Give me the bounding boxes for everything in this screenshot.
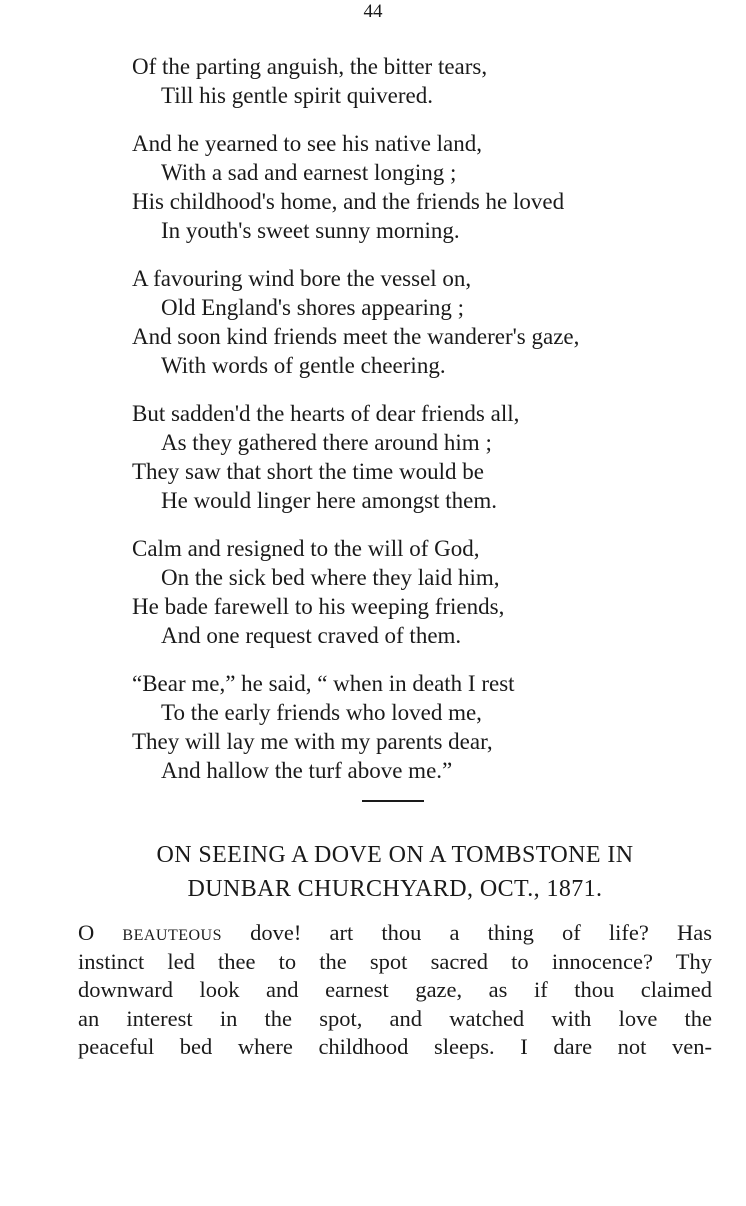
poem-line: They will lay me with my parents dear, — [132, 729, 493, 754]
page-number: 44 — [363, 1, 383, 22]
poem-line: But sadden'd the hearts of dear friends all, — [132, 401, 520, 426]
prose-line: instinct led thee to the spot sacred to innocence? Thy — [78, 948, 712, 974]
section-heading-line-1: ON SEEING A DOVE ON A TOMBSTONE IN — [156, 842, 634, 868]
poem-line: He would linger here amongst them. — [161, 488, 497, 513]
prose-paragraph — [78, 919, 712, 1062]
poem-line: As they gathered there around him ; — [161, 430, 492, 455]
poem-line: His childhood's home, and the friends he loved — [132, 189, 565, 214]
section-heading-line-2: DUNBAR CHURCHYARD, OCT., 1871. — [187, 876, 603, 902]
poem-line: A favouring wind bore the vessel on, — [132, 266, 472, 291]
poem-line: And hallow the turf above me.” — [161, 758, 453, 783]
poem-stanza-3 — [132, 264, 692, 380]
poem-line: To the early friends who loved me, — [161, 700, 482, 725]
poem-stanza-6 — [132, 669, 692, 785]
poem — [132, 52, 692, 804]
poem-line: In youth's sweet sunny morning. — [161, 218, 460, 243]
poem-line: Till his gentle spirit quivered. — [161, 83, 433, 108]
poem-line: He bade farewell to his weeping friends, — [132, 594, 505, 619]
poem-stanza-1 — [132, 52, 692, 110]
poem-line: And he yearned to see his native land, — [132, 131, 482, 156]
prose-line: peaceful bed where childhood sleeps. I dare not ven- — [78, 1034, 712, 1059]
poem-line: With a sad and earnest longing ; — [161, 160, 457, 185]
poem-line: “Bear me,” he said, “ when in death I rest — [132, 671, 515, 696]
poem-line: And one request craved of them. — [161, 623, 462, 648]
prose-line: downward look and earnest gaze, as if thou claimed — [78, 977, 712, 1002]
prose-line: an interest in the spot, and watched with love the — [78, 1005, 712, 1031]
poem-stanza-2 — [132, 129, 692, 245]
poem-line: Old England's shores appearing ; — [161, 295, 465, 320]
poem-line: Of the parting anguish, the bitter tears, — [132, 54, 488, 79]
prose-opening-smallcaps: beauteous — [122, 920, 222, 945]
poem-line: And soon kind friends meet the wanderer's gaze, — [132, 324, 580, 349]
prose-opening-word: O — [78, 920, 95, 945]
prose-line-1-rest: dove! art thou a thing of life? Has — [250, 920, 713, 945]
poem-line: They saw that short the time would be — [132, 459, 484, 484]
section-divider — [362, 800, 424, 802]
poem-line: With words of gentle cheering. — [161, 353, 446, 378]
poem-line: On the sick bed where they laid him, — [161, 565, 500, 590]
section-heading — [60, 838, 730, 906]
prose-line — [78, 919, 712, 948]
poem-stanza-5 — [132, 534, 692, 650]
poem-stanza-4 — [132, 399, 692, 515]
poem-line: Calm and resigned to the will of God, — [132, 536, 480, 561]
